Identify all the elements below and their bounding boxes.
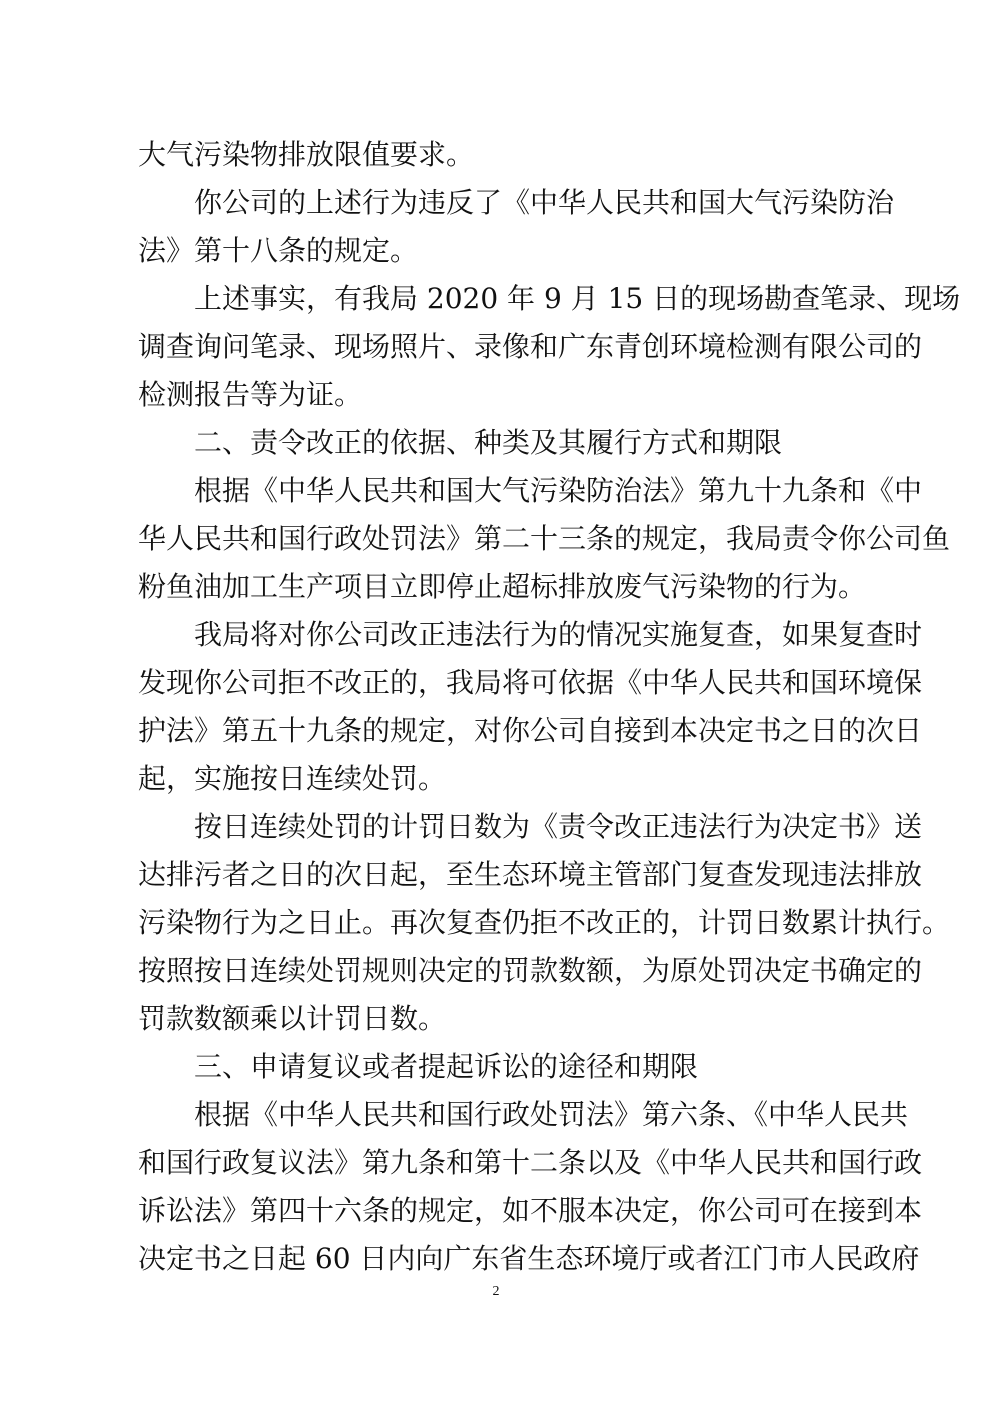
text-line: 大气污染物排放限值要求。 xyxy=(138,138,475,171)
section-heading: 三、申请复议或者提起诉讼的途径和期限 xyxy=(194,1050,699,1083)
text-line: 达排污者之日的次日起，至生态环境主管部门复查发现违法排放 xyxy=(138,858,923,891)
text-line: 调查询问笔录、现场照片、录像和广东青创环境检测有限公司的 xyxy=(138,330,923,363)
text-line: 根据《中华人民共和国大气污染防治法》第九十九条和《中 xyxy=(194,474,923,507)
text-line: 护法》第五十九条的规定，对你公司自接到本决定书之日的次日 xyxy=(138,714,923,747)
text-line: 按日连续处罚的计罚日数为《责令改正违法行为决定书》送 xyxy=(194,810,923,843)
text-line: 你公司的上述行为违反了《中华人民共和国大气污染防治 xyxy=(194,186,895,219)
text-line: 发现你公司拒不改正的，我局将可依据《中华人民共和国环境保 xyxy=(138,666,923,699)
text-line: 诉讼法》第四十六条的规定，如不服本决定，你公司可在接到本 xyxy=(138,1194,923,1227)
text-line: 和国行政复议法》第九条和第十二条以及《中华人民共和国行政 xyxy=(138,1146,923,1179)
section-heading: 二、责令改正的依据、种类及其履行方式和期限 xyxy=(194,426,783,459)
text-line: 污染物行为之日止。再次复查仍拒不改正的，计罚日数累计执行。 xyxy=(138,906,951,939)
text-line: 粉鱼油加工生产项目立即停止超标排放废气污染物的行为。 xyxy=(138,570,867,603)
text-line: 罚款数额乘以计罚日数。 xyxy=(138,1002,447,1035)
text-line: 根据《中华人民共和国行政处罚法》第六条、《中华人民共 xyxy=(194,1098,909,1131)
text-line: 起，实施按日连续处罚。 xyxy=(138,762,447,795)
text-line: 上述事实，有我局 2020 年 9 月 15 日的现场勘查笔录、现场 xyxy=(194,282,961,315)
page-number: 2 xyxy=(492,1284,500,1299)
text-line: 我局将对你公司改正违法行为的情况实施复查，如果复查时 xyxy=(194,618,923,651)
text-line: 决定书之日起 60 日内向广东省生态环境厅或者江门市人民政府 xyxy=(138,1242,920,1275)
text-line: 法》第十八条的规定。 xyxy=(138,234,419,267)
text-line: 检测报告等为证。 xyxy=(138,378,363,411)
text-line: 华人民共和国行政处罚法》第二十三条的规定，我局责令你公司鱼 xyxy=(138,522,951,555)
text-line: 按照按日连续处罚规则决定的罚款数额，为原处罚决定书确定的 xyxy=(138,954,923,987)
